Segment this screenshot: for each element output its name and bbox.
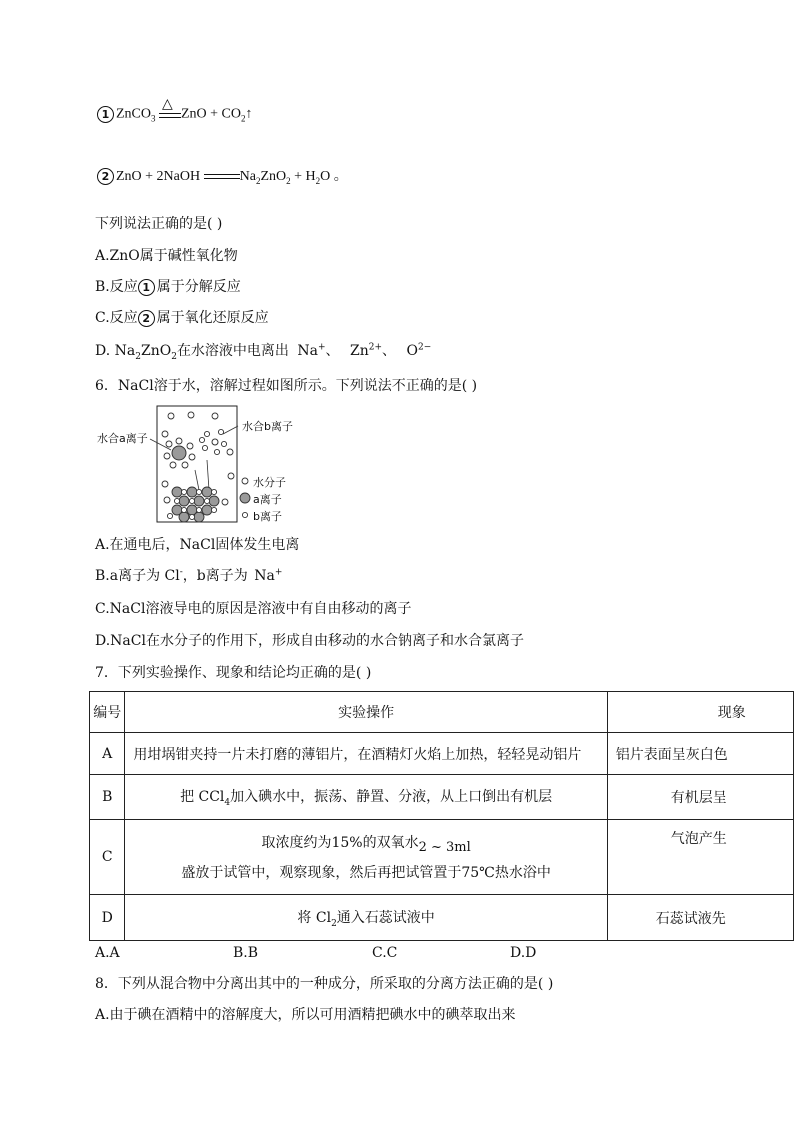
q5-d-mid: ZnO bbox=[140, 343, 172, 359]
eq1-reactant: ZnCO bbox=[116, 106, 151, 122]
experiment-table bbox=[89, 691, 794, 941]
q7-choice-b: B.B bbox=[233, 945, 259, 961]
q5-stem: 下列说法正确的是( ) bbox=[95, 216, 223, 232]
row-observation: 有机层呈 bbox=[607, 775, 793, 820]
header-operation: 实验操作 bbox=[125, 692, 607, 733]
q8-option-a: A.由于碘在酒精中的溶解度大，所以可用酒精把碘水中的碘萃取出来 bbox=[95, 1007, 516, 1023]
legend-b-symbol bbox=[242, 512, 247, 517]
eq1-products: ZnO + CO bbox=[181, 106, 242, 122]
circled-number-2: 2 bbox=[97, 168, 114, 185]
row-operation bbox=[125, 895, 607, 941]
op-text: 通入石蕊试液中 bbox=[336, 909, 435, 926]
cl-charge: - bbox=[179, 567, 183, 578]
q7-choice-a: A.A bbox=[95, 945, 120, 961]
q6-option-c: C.NaCl溶液导电的原因是溶液中有自由移动的离子 bbox=[95, 601, 412, 617]
separator: 、 bbox=[325, 343, 340, 359]
q5-option-d bbox=[95, 340, 431, 362]
heat-symbol: △ bbox=[162, 96, 173, 112]
eq2-sub-1: 2 bbox=[255, 175, 261, 186]
header-id: 编号 bbox=[90, 692, 125, 733]
eq2-product-h: + H bbox=[290, 169, 316, 184]
row-id: B bbox=[90, 775, 125, 820]
table-row bbox=[90, 733, 794, 775]
op-line-1-amount: 2 ~ 3ml bbox=[418, 840, 471, 855]
equation-1 bbox=[97, 96, 253, 124]
ion-zn-symbol: Zn bbox=[350, 343, 369, 359]
ion-na-symbol: Na bbox=[297, 343, 318, 359]
eq2-product-zno: ZnO bbox=[260, 169, 287, 184]
ion-na-charge: + bbox=[318, 342, 326, 353]
q5-c-text: 属于氧化还原反应 bbox=[156, 310, 269, 326]
q8-stem: 8．下列从混合物中分离出其中的一种成分，所采取的分离方法正确的是( ) bbox=[95, 976, 554, 992]
eq1-products-sub: 2 bbox=[241, 113, 246, 124]
op-sub: 4 bbox=[224, 797, 231, 808]
row-operation bbox=[125, 775, 607, 820]
q7-choice-d: D.D bbox=[510, 945, 537, 961]
ion-zn-charge: 2+ bbox=[368, 342, 383, 353]
op-line-1 bbox=[125, 832, 606, 855]
row-observation: 气泡产生 bbox=[607, 820, 793, 895]
table-row bbox=[90, 895, 794, 941]
label-hydrated-b: 水合b离子 bbox=[242, 420, 293, 433]
q6-option-b bbox=[95, 565, 282, 585]
legend-b-label: b离子 bbox=[253, 510, 282, 523]
circled-number-2: 2 bbox=[138, 310, 155, 327]
table-row bbox=[90, 820, 794, 895]
legend-a-symbol bbox=[240, 493, 250, 503]
ion-o-symbol: O bbox=[406, 343, 418, 359]
legend-water-symbol bbox=[242, 478, 248, 484]
row-id: A bbox=[90, 733, 125, 775]
row-id: D bbox=[90, 895, 125, 941]
q5-d-prefix: D. Na bbox=[95, 343, 136, 359]
q6-option-d: D.NaCl在水分子的作用下，形成自由移动的水合钠离子和水合氯离子 bbox=[95, 633, 524, 649]
hydrated-a-ion bbox=[164, 438, 195, 468]
separator: 、 bbox=[382, 343, 397, 359]
op-line-2: 盛放于试管中，观察现象，然后再把试管置于75℃热水浴中 bbox=[181, 865, 551, 881]
table-header-row bbox=[90, 692, 794, 733]
q5-b-prefix: B.反应 bbox=[95, 279, 138, 295]
q6-b-mid: ，b离子为 bbox=[182, 568, 248, 584]
ion-na bbox=[297, 343, 325, 359]
row-id: C bbox=[90, 820, 125, 895]
row-operation bbox=[125, 820, 607, 895]
ion-zn bbox=[350, 343, 382, 359]
eq1-heat-arrow bbox=[159, 96, 181, 118]
op-prefix: 把 CCl bbox=[180, 789, 225, 806]
legend-a-label: a离子 bbox=[253, 493, 282, 506]
q5-option-b bbox=[95, 276, 241, 296]
label-hydrated-a: 水合a离子 bbox=[97, 432, 148, 445]
q5-d-text: 在水溶液中电离出 bbox=[176, 343, 289, 359]
eq2-equals bbox=[204, 174, 240, 179]
ion-o bbox=[406, 343, 431, 359]
eq2-reactants: ZnO + 2NaOH bbox=[116, 169, 201, 184]
table-row bbox=[90, 775, 794, 820]
hydrated-b-ion bbox=[199, 429, 226, 454]
eq2-product-na: Na bbox=[239, 169, 256, 184]
q5-c-prefix: C.反应 bbox=[95, 310, 138, 326]
circled-number-1: 1 bbox=[138, 279, 155, 296]
legend-water-label: 水分子 bbox=[253, 476, 286, 489]
q5-option-c bbox=[95, 307, 269, 327]
eq2-sub-2: 2 bbox=[286, 175, 291, 186]
q6-option-a: A.在通电后，NaCl固体发生电离 bbox=[95, 537, 300, 553]
ion-na-b-symbol: Na bbox=[254, 568, 275, 584]
op-text: 加入碘水中，振荡、静置、分液，从上口倒出有机层 bbox=[230, 789, 553, 806]
row-observation: 石蕊试液先 bbox=[607, 895, 793, 941]
q6-b-prefix: B.a离子为 Cl bbox=[95, 568, 180, 584]
op-prefix: 将 Cl bbox=[297, 909, 332, 926]
ion-o-charge: 2− bbox=[417, 342, 432, 353]
q7-choice-c: C.C bbox=[372, 945, 398, 961]
q5-d-sub1: 2 bbox=[135, 351, 141, 362]
op-line-1-text: 取浓度约为15%的双氧水 bbox=[261, 835, 419, 851]
q5-d-sub2: 2 bbox=[171, 351, 177, 362]
eq2-product-end: O 。 bbox=[320, 169, 348, 184]
q7-stem: 7．下列实验操作、现象和结论均正确的是( ) bbox=[95, 665, 372, 681]
eq1-reactant-sub: 3 bbox=[151, 113, 156, 124]
equation-2 bbox=[97, 165, 348, 186]
header-observation: 现象 bbox=[607, 692, 793, 733]
q5-b-text: 属于分解反应 bbox=[156, 279, 241, 295]
eq2-sub-3: 2 bbox=[315, 175, 321, 186]
ion-na-b bbox=[254, 568, 282, 584]
circled-number-1: 1 bbox=[97, 106, 114, 123]
q6-stem: 6．NaCl溶于水，溶解过程如图所示。下列说法不正确的是( ) bbox=[95, 378, 478, 394]
q5-option-a: A.ZnO属于碱性氧化物 bbox=[95, 248, 238, 264]
row-observation: 铝片表面呈灰白色 bbox=[607, 733, 793, 775]
ion-na-b-charge: + bbox=[274, 567, 283, 578]
nacl-crystal bbox=[167, 487, 219, 522]
op-sub: 2 bbox=[331, 918, 337, 929]
row-operation: 用坩埚钳夹持一片未打磨的薄铝片，在酒精灯火焰上加热，轻轻晃动铝片 bbox=[125, 733, 607, 775]
gas-arrow: ↑ bbox=[245, 106, 253, 122]
